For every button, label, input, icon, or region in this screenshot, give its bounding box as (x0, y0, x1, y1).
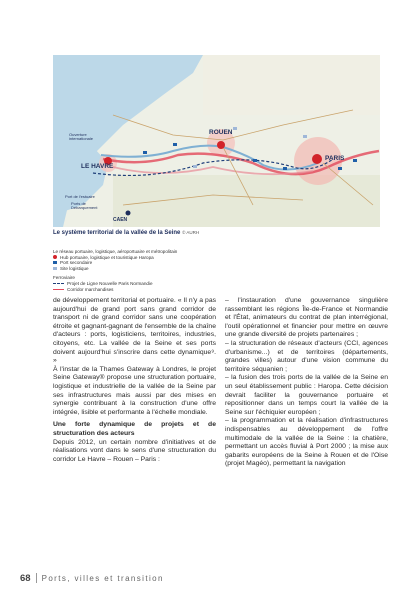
legend-item-label: Projet de Ligne Nouvelle Paris Normandie (67, 280, 153, 286)
corridor-line-icon (53, 289, 64, 290)
paragraph: Depuis 2012, un certain nombre d'initiatives et de réalisations vont dans le sens d'une structuration du corridor Le Havre – Rouen – Paris : (53, 438, 216, 463)
legend-item-label: Corridor marchandises (67, 286, 114, 292)
section-heading: Une forte dynamique de projets et de structuration des acteurs (53, 421, 216, 437)
legend-rail-heading: Ferroviaire (53, 275, 75, 281)
map-label-ordre: Ports de Débarquement (71, 201, 98, 210)
legend-item-corridor (53, 287, 273, 293)
map-label-rouen: ROUEN (209, 129, 233, 136)
map-label-caen: CAEN (113, 217, 128, 223)
map-label-le-havre: LE HAVRE (81, 163, 114, 170)
footer-divider (36, 573, 37, 583)
map-legend (53, 249, 273, 292)
list-item: – l'instauration d'une gouvernance singulière rassemblant les régions Île-de-France et Normandie et l'État, animateurs du contrat de plan interrégional, l'outil opérationnel et financier pour mettre en œuvre une grande diversité de projets partenaires ; (225, 297, 388, 339)
page-number: 68 (20, 573, 31, 585)
map-caption (53, 228, 380, 238)
paragraph: de développement territorial et portuaire. « Il n'y a pas aujourd'hui de grand port sans grand corridor de transport ni de grand corridor sans une coopération étroite et gagnant-gagnant de l'ensemble de la chaîne d'acteurs : ports, logisticiens, territoires, industries, citoyens, etc. La vallée de la Seine et ses ports doivent aujourd'hui s'inscrire dans cette dynamique⁹. » (53, 297, 216, 365)
map-caption-title: Le système territorial de la vallée de la Seine (53, 230, 181, 236)
paragraph: À l'instar de la Thames Gateway à Londres, le projet Seine Gateway® propose une structuration portuaire, logistique et industrielle de la vallée de la Seine par ses infrastructures mais aussi par des mises en synergie contribuant à la construction d'une offre intégrée, lisible et performante à l'échelle mondiale. (53, 365, 216, 416)
body-column-right (225, 297, 388, 469)
page-footer (20, 573, 164, 585)
legend-item-label: Port secondaire (60, 260, 93, 266)
map-figure (53, 55, 380, 227)
list-item: – la structuration de réseaux d'acteurs (CCI, agences d'urbanisme...) et de territoires (départements, grandes villes) autour d'une vision commune du territoire séquanien ; (225, 339, 388, 373)
list-item: – la programmation et la réalisation d'infrastructures indispensables au développement de l'offre multimodale de la vallée de la Seine : la chatière, permettant un accès fluvial à Port 2000 ; la mise aux gabarits européens de la Seine à Rouen et de l'Oise (projet Magéo), permettant la navigation (225, 417, 388, 468)
hub-marker-icon (53, 255, 57, 259)
map-label-estuaire: Port de l'estuaire (65, 194, 95, 199)
legend-heading: Le réseau portuaire, logistique, aéroportuaire et métropolitain (53, 249, 178, 254)
legend-item-label: Site logistique (60, 265, 89, 271)
legend-item-label: Hub portuaire, logistique et touristique Haropa (60, 254, 154, 260)
body-column-left (53, 297, 216, 464)
running-title: Ports, villes et transition (41, 574, 164, 584)
map-caption-credit: © AURH (182, 230, 200, 235)
rail-line-icon (53, 283, 64, 284)
port-marker-icon (53, 261, 57, 264)
list-item: – la fusion des trois ports de la vallée de la Seine en un seul établissement public : Haropa. Cette décision devrait faciliter la gouvernance portuaire et repositionner dans un temps court la vallée de la Seine sur l'échiquier européen ; (225, 374, 388, 416)
map-label-ouverture: Ouverture internationale (69, 132, 94, 141)
map-label-paris: PARIS (325, 155, 345, 162)
logistics-marker-icon (53, 267, 57, 270)
